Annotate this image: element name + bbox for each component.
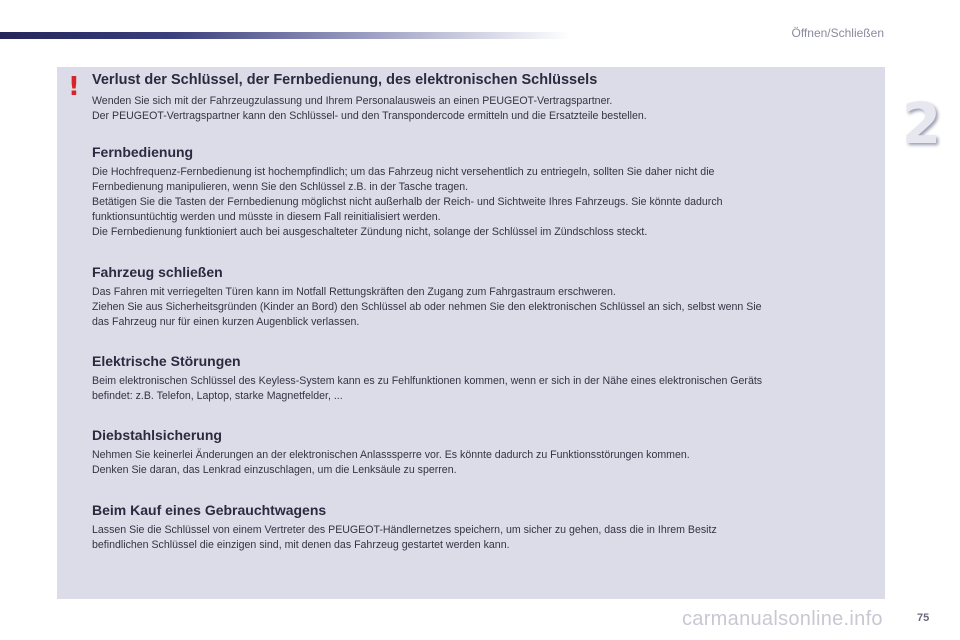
section-title: Beim Kauf eines Gebrauchtwagens xyxy=(92,502,327,518)
section-line: Lassen Sie die Schlüssel von einem Vertreter des PEUGEOT-Händlernetzes speichern, um sicher zu gehen, dass die in Ihrem Besitz xyxy=(92,524,717,536)
exclamation-icon: ! xyxy=(68,72,80,102)
section-line: Beim elektronischen Schlüssel des Keyless-System kann es zu Fehlfunktionen kommen, wenn er sich in der Nähe eines elektronischen Geräts xyxy=(92,375,763,387)
section-fernbedienung xyxy=(92,144,877,240)
section-title: Fahrzeug schließen xyxy=(92,264,223,280)
section-line: Das Fahren mit verriegelten Türen kann im Notfall Rettungskräften den Zugang zum Fahrgastraum erschweren. xyxy=(92,286,616,298)
panel-content xyxy=(92,72,877,571)
header-gradient-bar xyxy=(0,32,570,39)
section-title: Diebstahlsicherung xyxy=(92,427,222,443)
section-line: das Fahrzeug nur für einen kurzen Augenblick verlassen. xyxy=(92,316,360,328)
section-line: Fernbedienung manipulieren, wenn Sie den Schlüssel z.B. in der Tasche tragen. xyxy=(92,181,469,193)
section-elektrische-stoerungen xyxy=(92,353,877,404)
section-header: Öffnen/Schließen xyxy=(791,26,884,40)
main-block xyxy=(92,72,877,124)
chapter-number: 2 xyxy=(902,92,941,157)
main-line: Der PEUGEOT-Vertragspartner kann den Schlüssel- und den Transpondercode ermitteln und die Ersatzteile bestellen. xyxy=(92,110,647,122)
section-line: befindet: z.B. Telefon, Laptop, starke Magnetfelder, ... xyxy=(92,390,343,402)
section-title: Elektrische Störungen xyxy=(92,353,241,369)
section-diebstahlsicherung xyxy=(92,427,877,478)
section-line: Denken Sie daran, das Lenkrad einzuschlagen, um die Lenksäule zu sperren. xyxy=(92,464,457,476)
main-title: Verlust der Schlüssel, der Fernbedienung, des elektronischen Schlüssels xyxy=(92,72,598,88)
section-title: Fernbedienung xyxy=(92,144,194,160)
section-line: Die Fernbedienung funktioniert auch bei ausgeschalteter Zündung nicht, solange der Schlüssel im Zündschloss steckt. xyxy=(92,226,648,238)
page-number: 75 xyxy=(917,612,930,624)
section-line: Nehmen Sie keinerlei Änderungen an der elektronischen Anlasssperre vor. Es könnte dadurch zu Funktionsstörungen kommen. xyxy=(92,449,690,461)
section-line: Die Hochfrequenz-Fernbedienung ist hochempfindlich; um das Fahrzeug nicht versehentlich zu entriegeln, sollten Sie daher nicht die xyxy=(92,166,715,178)
section-line: Betätigen Sie die Tasten der Fernbedienung möglichst nicht außerhalb der Reich- und Sichtweite Ihres Fahrzeugs. Sie könnte dadurch xyxy=(92,196,723,208)
section-line: Ziehen Sie aus Sicherheitsgründen (Kinder an Bord) den Schlüssel ab oder nehmen Sie den elektronischen Schlüssel an sich, selbst wenn Sie xyxy=(92,301,762,313)
main-line: Wenden Sie sich mit der Fahrzeugzulassung und Ihrem Personalausweis an einen PEUGEOT-Vertragspartner. xyxy=(92,95,613,107)
section-line: befindlichen Schlüssel die einzigen sind, mit denen das Fahrzeug gestartet werden kann. xyxy=(92,539,510,551)
watermark: carmanualsonline.info xyxy=(682,608,883,630)
section-line: funktionsuntüchtig werden und müsste in diesem Fall reinitialisiert werden. xyxy=(92,211,441,223)
section-gebrauchtwagen xyxy=(92,502,877,553)
section-fahrzeug-schliessen xyxy=(92,264,877,330)
